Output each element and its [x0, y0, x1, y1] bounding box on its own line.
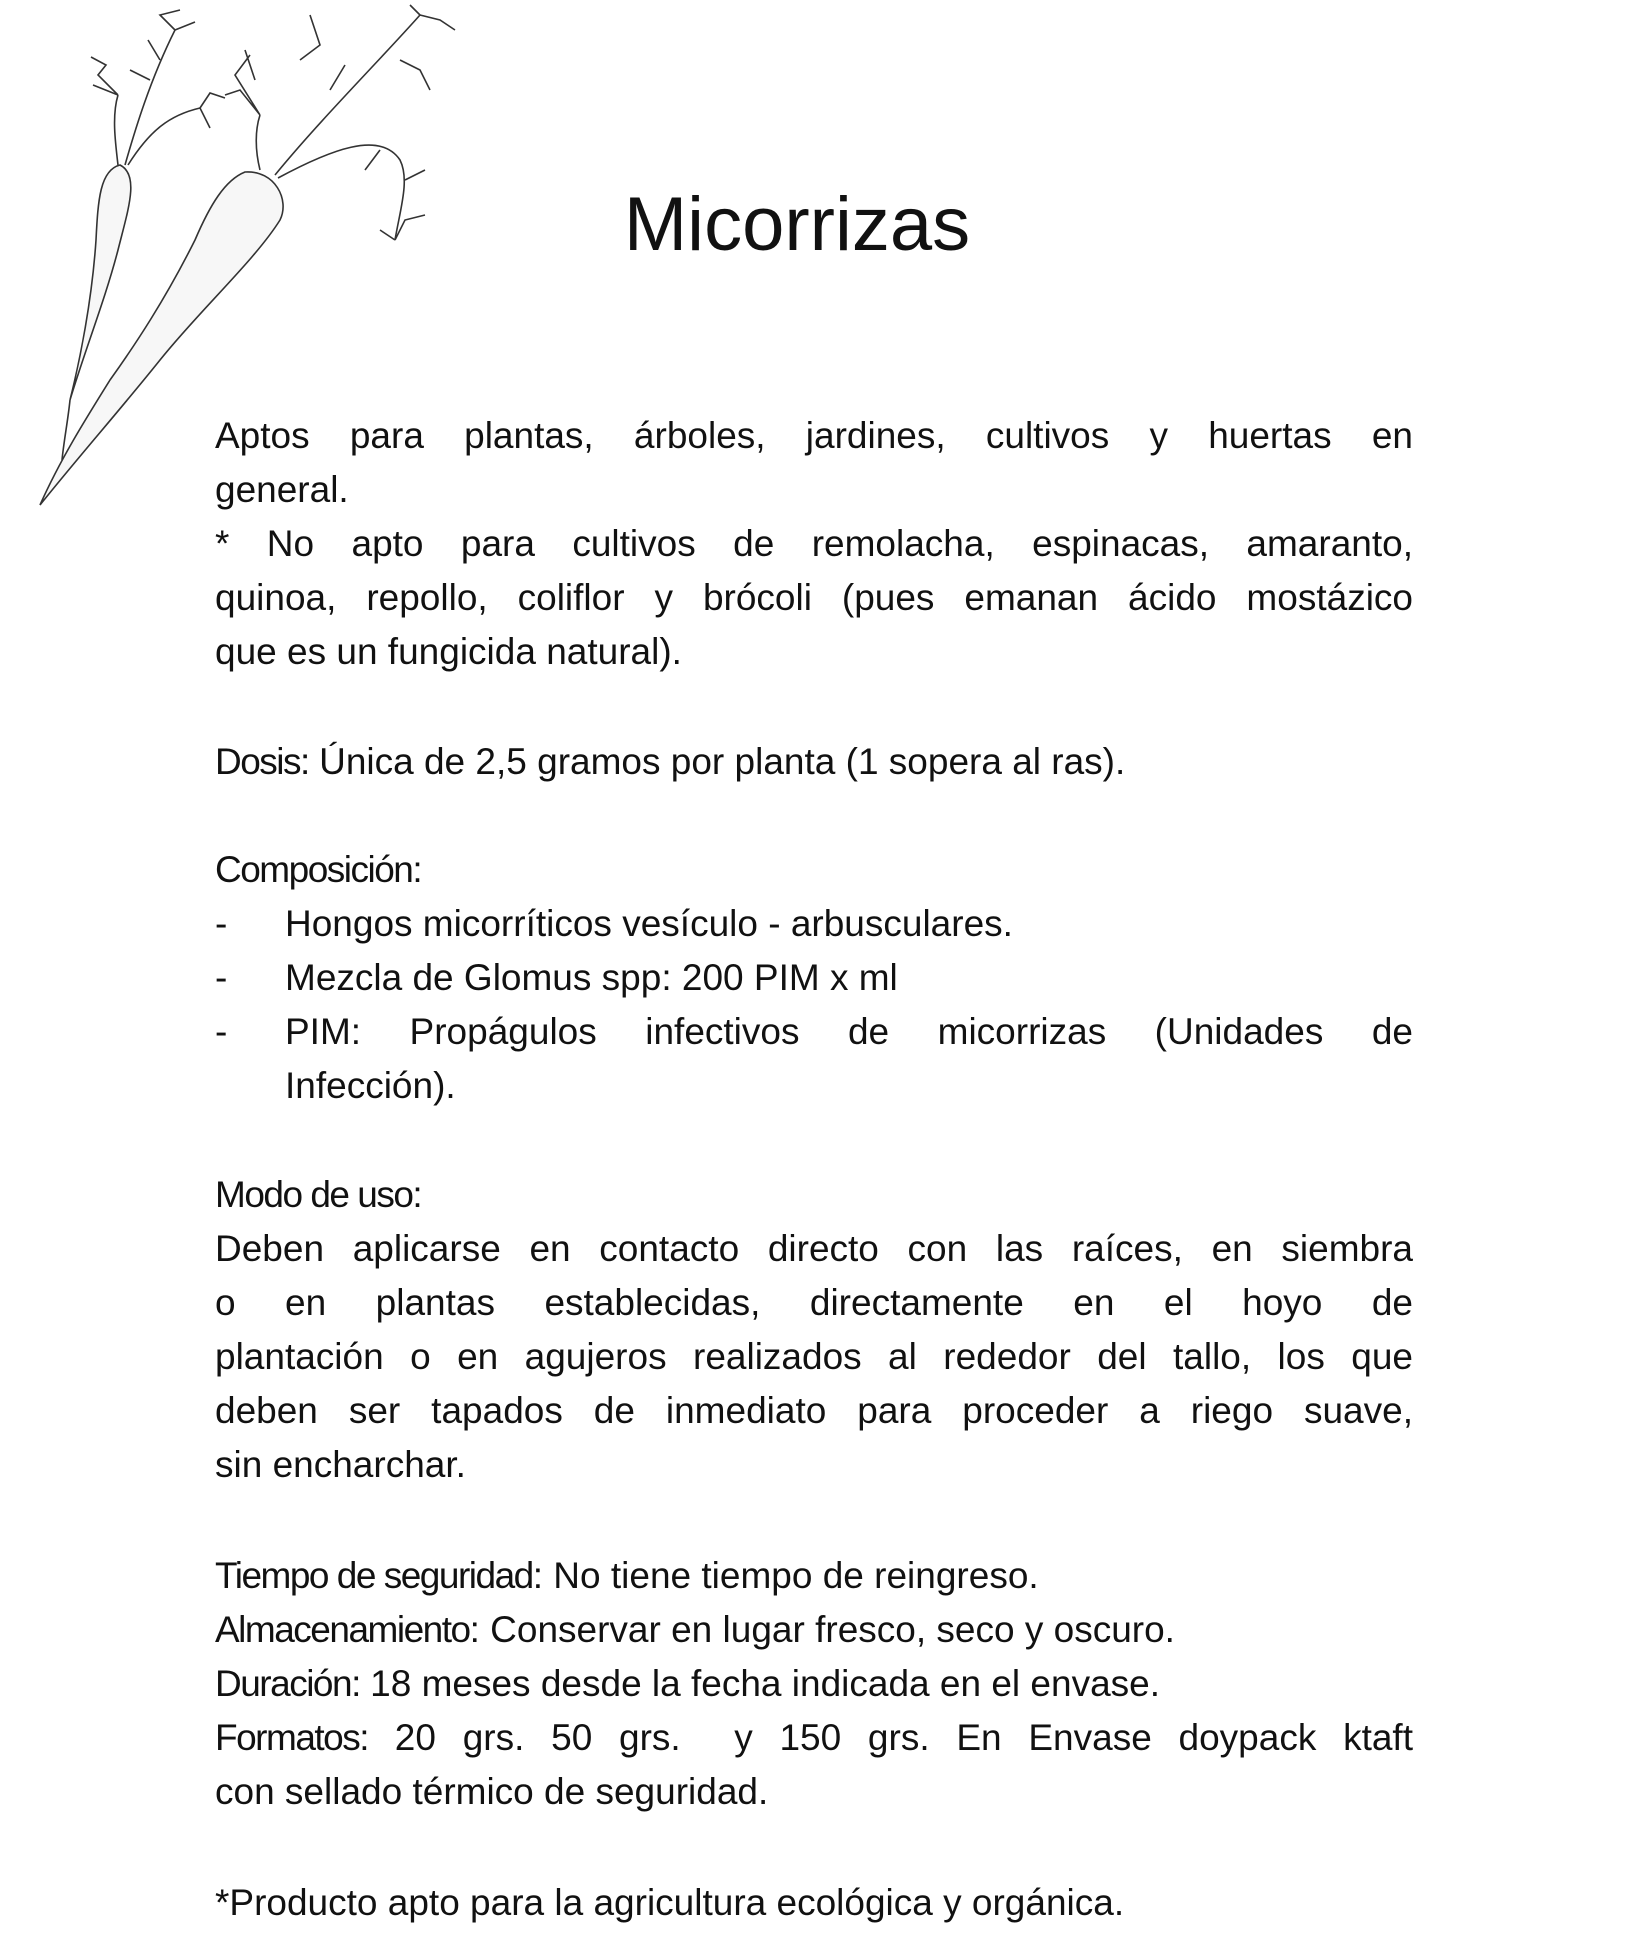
intro-paragraph	[215, 409, 1413, 679]
list-item	[215, 897, 1413, 951]
list-item	[215, 1005, 1413, 1113]
list-item-text: Mezcla de Glomus spp: 200 PIM x ml	[285, 957, 898, 998]
modo-line: Deben aplicarse en contacto directo con las raíces, en siembra	[215, 1228, 1413, 1269]
duracion-label: Duración:	[215, 1663, 360, 1704]
list-item-text: Infección).	[285, 1065, 456, 1106]
list-item-text: Hongos micorríticos vesículo - arbusculares.	[285, 903, 1013, 944]
almacenamiento-label: Almacenamiento	[215, 1609, 470, 1650]
bullet-dash: -	[215, 903, 228, 944]
modo-line: sin encharchar.	[215, 1444, 466, 1485]
formatos-text: 20 grs. 50 grs. y 150 grs. En Envase doypack ktaft	[368, 1717, 1413, 1758]
intro-line: general.	[215, 469, 349, 510]
intro-line: Aptos para plantas, árboles, jardines, cultivos y huertas en	[215, 415, 1413, 456]
dosis-section	[215, 735, 1413, 789]
tiempo-label: Tiempo de seguridad	[215, 1555, 533, 1596]
intro-line: quinoa, repollo, coliflor y brócoli (pues emanan ácido mostázico	[215, 577, 1413, 618]
list-item-text: PIM: Propágulos infectivos de micorrizas (Unidades de	[285, 1011, 1413, 1052]
modo-section	[215, 1168, 1413, 1492]
tiempo-text: : No tiene tiempo de reingreso.	[532, 1555, 1039, 1596]
footer-note	[215, 1876, 1413, 1930]
dosis-label: Dosis:	[215, 741, 309, 782]
dosis-text: Única de 2,5 gramos por planta (1 sopera al ras).	[308, 741, 1126, 782]
specs-section	[215, 1549, 1413, 1819]
intro-line: que es un fungicida natural).	[215, 631, 682, 672]
almacenamiento-text: : Conservar en lugar fresco, seco y oscuro.	[469, 1609, 1175, 1650]
bullet-dash: -	[215, 1011, 228, 1052]
composicion-section	[215, 843, 1413, 1113]
page-title: Micorrizas	[623, 182, 971, 267]
duracion-text: 18 meses desde la fecha indicada en el envase.	[359, 1663, 1161, 1704]
composicion-label: Composición:	[215, 849, 422, 890]
modo-line: o en plantas establecidas, directamente en el hoyo de	[215, 1282, 1413, 1323]
intro-line: * No apto para cultivos de remolacha, espinacas, amaranto,	[215, 523, 1413, 564]
formatos-text-line2: con sellado térmico de seguridad.	[215, 1771, 769, 1812]
bullet-dash: -	[215, 957, 228, 998]
formatos-label: Formatos:	[215, 1717, 369, 1758]
list-item	[215, 951, 1413, 1005]
modo-line: plantación o en agujeros realizados al rededor del tallo, los que	[215, 1336, 1413, 1377]
modo-label: Modo de uso:	[215, 1174, 422, 1215]
modo-line: deben ser tapados de inmediato para proceder a riego suave,	[215, 1390, 1413, 1431]
footer-text: *Producto apto para la agricultura ecológica y orgánica.	[215, 1882, 1125, 1923]
